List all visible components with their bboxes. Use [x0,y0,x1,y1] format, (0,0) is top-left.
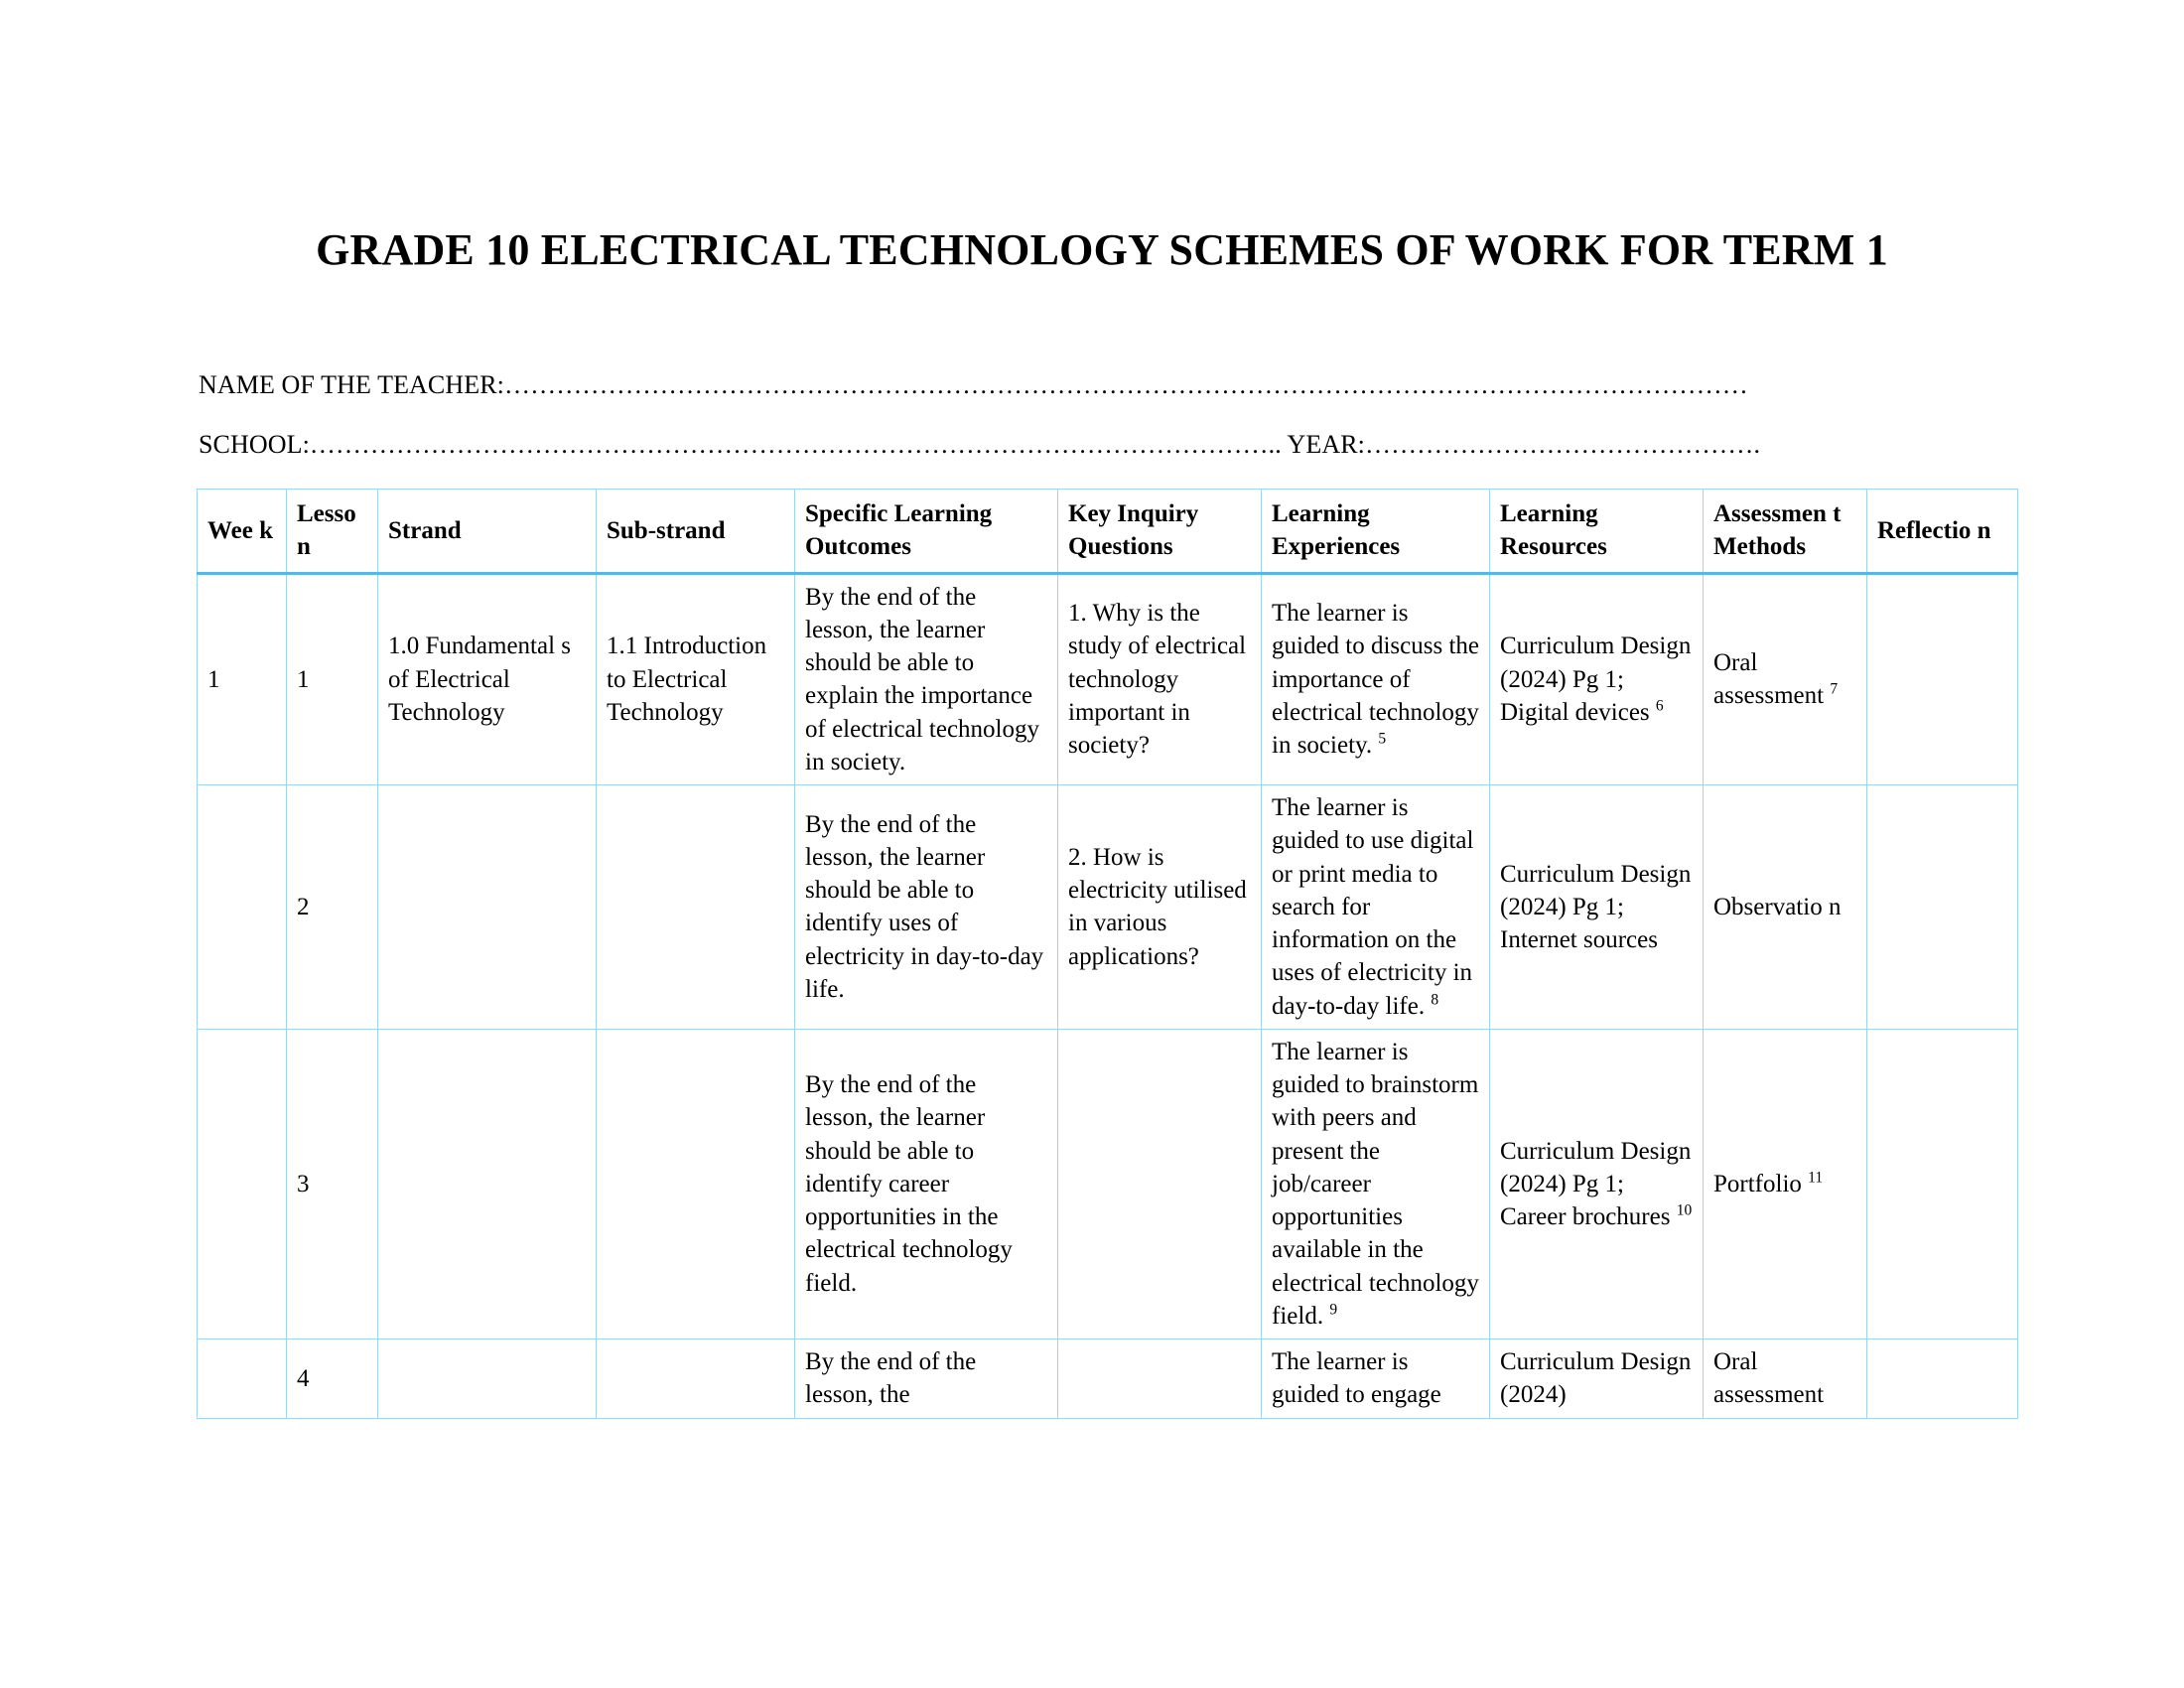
table-row [198,573,2018,785]
learning-resources-text: Curriculum Design (2024) Pg 1; Digital devices [1500,633,1692,726]
learning-resources-text: Curriculum Design (2024) Pg 1; Internet sources [1500,860,1692,953]
cell-week [198,1029,287,1338]
cell-reflection [1867,785,2018,1030]
assessment-methods-text: Observatio n [1713,893,1842,920]
cell-key-inquiry-questions: 1. Why is the study of electrical technology important in society? [1058,573,1262,785]
cell-sub-strand: 1.1 Introduction to Electrical Technology [597,573,795,785]
cell-lesson: 4 [287,1339,378,1419]
page-title: GRADE 10 ELECTRICAL TECHNOLOGY SCHEMES OF WORK FOR TERM 1 [316,225,1888,275]
learning-experiences-text: The learner is guided to discuss the importance of electrical technology in society. [1272,600,1480,760]
cell-sub-strand [597,1339,795,1419]
cell-key-inquiry-questions [1058,1339,1262,1419]
footnote-marker: 10 [1676,1201,1693,1219]
table-row [198,1339,2018,1419]
column-header-learning-experiences: Learning Experiences [1262,490,1490,574]
table-row [198,1029,2018,1338]
table-row [198,785,2018,1030]
cell-strand: 1.0 Fundamental s of Electrical Technology [378,573,597,785]
footnote-marker: 6 [1655,697,1664,715]
cell-learning-resources [1490,1029,1704,1338]
cell-specific-learning-outcomes: By the end of the lesson, the learner should be able to identify uses of electricity in day-to-day life. [795,785,1058,1030]
cell-learning-experiences [1262,573,1490,785]
footnote-marker: 5 [1378,730,1387,748]
cell-week: 1 [198,573,287,785]
cell-key-inquiry-questions: 2. How is electricity utilised in various applications? [1058,785,1262,1030]
cell-strand [378,1029,597,1338]
cell-assessment-methods: Oral assessment [1704,1339,1867,1419]
cell-specific-learning-outcomes: By the end of the lesson, the learner should be able to explain the importance of electrical technology in society. [795,573,1058,785]
column-header-assessment-methods: Assessmen t Methods [1704,490,1867,574]
cell-reflection [1867,573,2018,785]
cell-assessment-methods [1704,1029,1867,1338]
cell-reflection [1867,1339,2018,1419]
cell-strand [378,785,597,1030]
schemes-of-work-table [197,489,2018,1419]
cell-key-inquiry-questions [1058,1029,1262,1338]
cell-week [198,785,287,1030]
cell-specific-learning-outcomes: By the end of the lesson, the [795,1339,1058,1419]
cell-sub-strand [597,785,795,1030]
learning-experiences-text: The learner is guided to brainstorm with peers and present the job/career opportunities available in the electrical technology field. [1272,1038,1479,1330]
cell-specific-learning-outcomes: By the end of the lesson, the learner should be able to identify career opportunities in the electrical technology field. [795,1029,1058,1338]
cell-lesson: 2 [287,785,378,1030]
column-header-week: Wee k [198,490,287,574]
cell-learning-experiences [1262,785,1490,1030]
footnote-marker: 11 [1808,1169,1824,1187]
cell-learning-resources: Curriculum Design (2024) [1490,1339,1704,1419]
cell-reflection [1867,1029,2018,1338]
cell-week [198,1339,287,1419]
column-header-reflection: Reflectio n [1867,490,2018,574]
cell-strand [378,1339,597,1419]
cell-assessment-methods [1704,573,1867,785]
teacher-name-field: NAME OF THE TEACHER:……………………………………………………………………………………………………………………………… [199,370,1748,399]
footnote-marker: 9 [1329,1301,1338,1319]
cell-learning-experiences [1262,1029,1490,1338]
assessment-methods-text: Portfolio [1713,1170,1802,1197]
column-header-learning-resources: Learning Resources [1490,490,1704,574]
footnote-marker: 8 [1431,991,1439,1009]
learning-resources-text: Curriculum Design (2024) Pg 1; Career brochures [1500,1137,1692,1230]
footnote-marker: 7 [1830,680,1839,698]
school-year-field: SCHOOL:………………………………………………………………………………………………….. YEAR:………………………………………. [199,430,1761,459]
column-header-specific-learning-outcomes: Specific Learning Outcomes [795,490,1058,574]
column-header-strand: Strand [378,490,597,574]
cell-lesson: 1 [287,573,378,785]
learning-experiences-text: The learner is guided to use digital or print media to search for information on the uses of electricity in day-to-day life. [1272,794,1474,1020]
cell-learning-resources [1490,785,1704,1030]
cell-sub-strand [597,1029,795,1338]
assessment-methods-text: Oral assessment [1713,649,1825,710]
table-header-row [198,490,2018,574]
cell-learning-experiences: The learner is guided to engage [1262,1339,1490,1419]
cell-learning-resources [1490,573,1704,785]
column-header-key-inquiry-questions: Key Inquiry Questions [1058,490,1262,574]
cell-lesson: 3 [287,1029,378,1338]
column-header-sub-strand: Sub-strand [597,490,795,574]
column-header-lesson: Lesso n [287,490,378,574]
cell-assessment-methods [1704,785,1867,1030]
